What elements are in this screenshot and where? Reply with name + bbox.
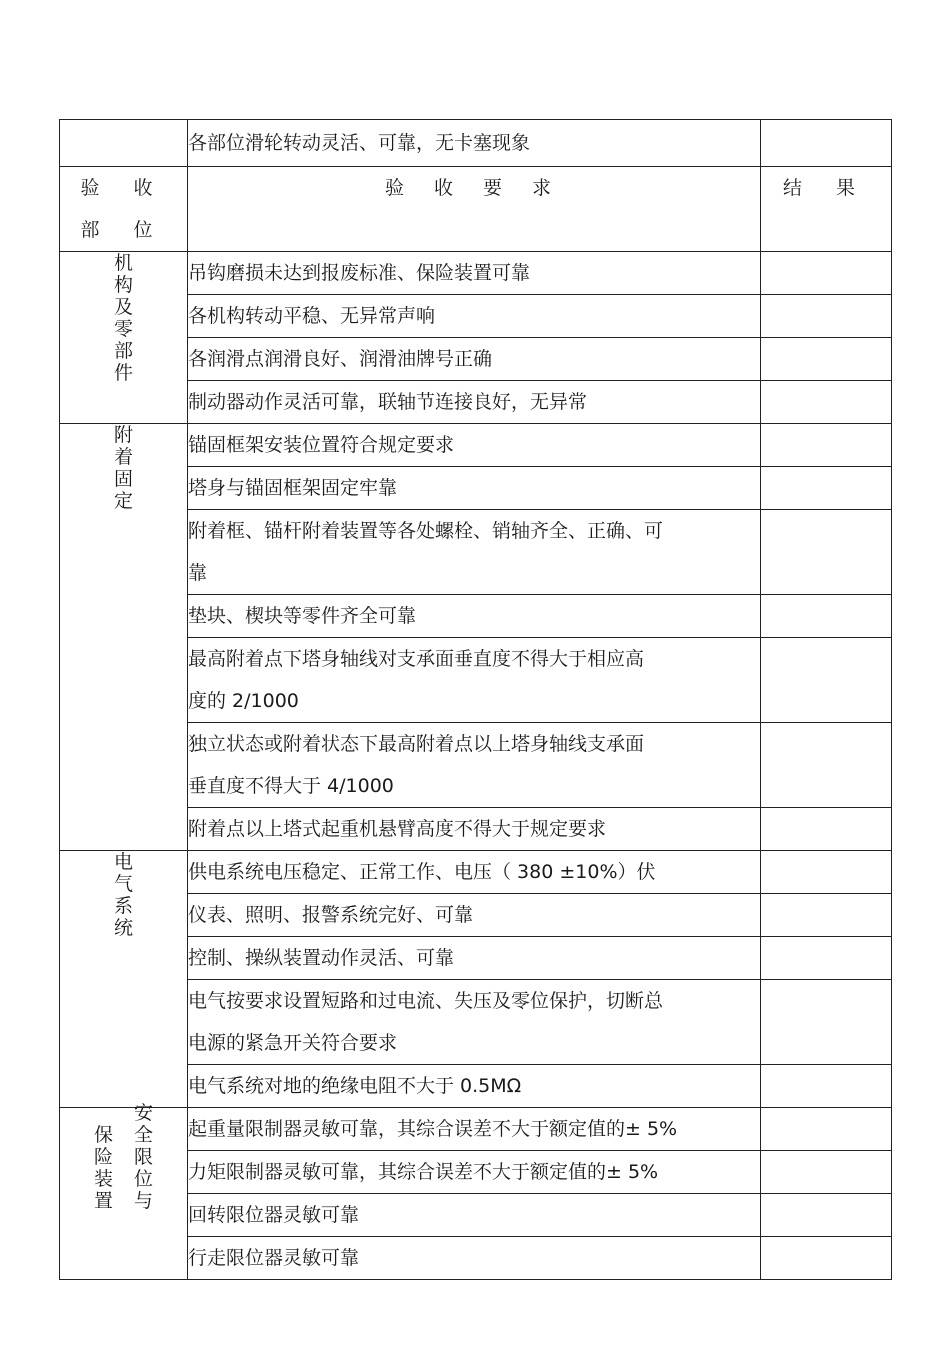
requirement-cell: 各部位滑轮转动灵活、可靠，无卡塞现象 (188, 120, 761, 167)
table-row (60, 851, 892, 894)
result-cell[interactable] (761, 338, 892, 381)
requirement-cell (188, 980, 761, 1065)
table-row (60, 252, 892, 295)
result-cell[interactable] (761, 1194, 892, 1237)
requirement-cell (188, 510, 761, 595)
section-safety (60, 1102, 188, 1280)
requirement-line: 垂直度不得大于 4/1000 (188, 775, 394, 797)
requirement-cell: 各机构转动平稳、无异常声响 (188, 295, 761, 338)
result-cell[interactable] (761, 510, 892, 595)
section-label: 电气系统 (113, 851, 133, 939)
requirement-line: 最高附着点下塔身轴线对支承面垂直度不得大于相应高 (188, 648, 645, 670)
requirement-line: 独立状态或附着状态下最高附着点以上塔身轴线支承面 (188, 733, 645, 755)
requirement-line: 靠 (188, 562, 208, 584)
section-label: 安全限位与 (133, 1102, 153, 1212)
header-part: 验 收 部 位 (60, 167, 188, 252)
requirement-cell: 仪表、照明、报警系统完好、可靠 (188, 894, 761, 937)
result-cell[interactable] (761, 467, 892, 510)
requirement-cell (188, 723, 761, 808)
result-cell[interactable] (761, 295, 892, 338)
result-cell[interactable] (761, 252, 892, 295)
requirement-cell: 塔身与锚固框架固定牢靠 (188, 467, 761, 510)
result-cell[interactable] (761, 595, 892, 638)
section-mechanism (60, 252, 188, 424)
requirement-line: 度的 2/1000 (188, 690, 299, 712)
requirement-cell: 制动器动作灵活可靠，联轴节连接良好，无异常 (188, 381, 761, 424)
header-result: 结 果 (761, 167, 892, 252)
requirement-cell: 起重量限制器灵敏可靠，其综合误差不大于额定值的± 5% (188, 1108, 761, 1151)
requirement-line: 电气按要求设置短路和过电流、失压及零位保护，切断总 (188, 990, 664, 1012)
section-label: 保险装置 (93, 1124, 113, 1212)
requirement-cell: 附着点以上塔式起重机悬臂高度不得大于规定要求 (188, 808, 761, 851)
table-row (60, 120, 892, 167)
section-electrical (60, 851, 188, 1108)
header-requirement: 验 收 要 求 (188, 167, 761, 252)
section-label: 机构及零部件 (113, 252, 133, 384)
result-cell[interactable] (761, 1065, 892, 1108)
result-cell[interactable] (761, 808, 892, 851)
part-cell (60, 120, 188, 167)
result-cell[interactable] (761, 937, 892, 980)
section-label: 附着固定 (113, 424, 133, 512)
acceptance-table (59, 119, 892, 1280)
table-row (60, 1108, 892, 1151)
result-cell[interactable] (761, 1151, 892, 1194)
requirement-cell: 锚固框架安装位置符合规定要求 (188, 424, 761, 467)
requirement-cell: 力矩限制器灵敏可靠，其综合误差不大于额定值的± 5% (188, 1151, 761, 1194)
requirement-cell: 行走限位器灵敏可靠 (188, 1237, 761, 1280)
result-cell[interactable] (761, 980, 892, 1065)
requirement-line: 电源的紧急开关符合要求 (188, 1032, 398, 1054)
section-attachment (60, 424, 188, 851)
result-cell[interactable] (761, 851, 892, 894)
result-cell[interactable] (761, 723, 892, 808)
result-cell[interactable] (761, 120, 892, 167)
result-cell[interactable] (761, 1108, 892, 1151)
requirement-cell: 各润滑点润滑良好、润滑油牌号正确 (188, 338, 761, 381)
requirement-cell: 垫块、楔块等零件齐全可靠 (188, 595, 761, 638)
requirement-cell: 电气系统对地的绝缘电阻不大于 0.5MΩ (188, 1065, 761, 1108)
result-cell[interactable] (761, 381, 892, 424)
table-row (60, 424, 892, 467)
requirement-cell (188, 638, 761, 723)
header-row (60, 167, 892, 252)
result-cell[interactable] (761, 424, 892, 467)
requirement-cell: 供电系统电压稳定、正常工作、电压（ 380 ±10%）伏 (188, 851, 761, 894)
requirement-cell: 回转限位器灵敏可靠 (188, 1194, 761, 1237)
requirement-cell: 吊钩磨损未达到报废标准、保险装置可靠 (188, 252, 761, 295)
requirement-line: 附着框、锚杆附着装置等各处螺栓、销轴齐全、正确、可 (188, 520, 664, 542)
result-cell[interactable] (761, 894, 892, 937)
requirement-cell: 控制、操纵装置动作灵活、可靠 (188, 937, 761, 980)
result-cell[interactable] (761, 638, 892, 723)
result-cell[interactable] (761, 1237, 892, 1280)
